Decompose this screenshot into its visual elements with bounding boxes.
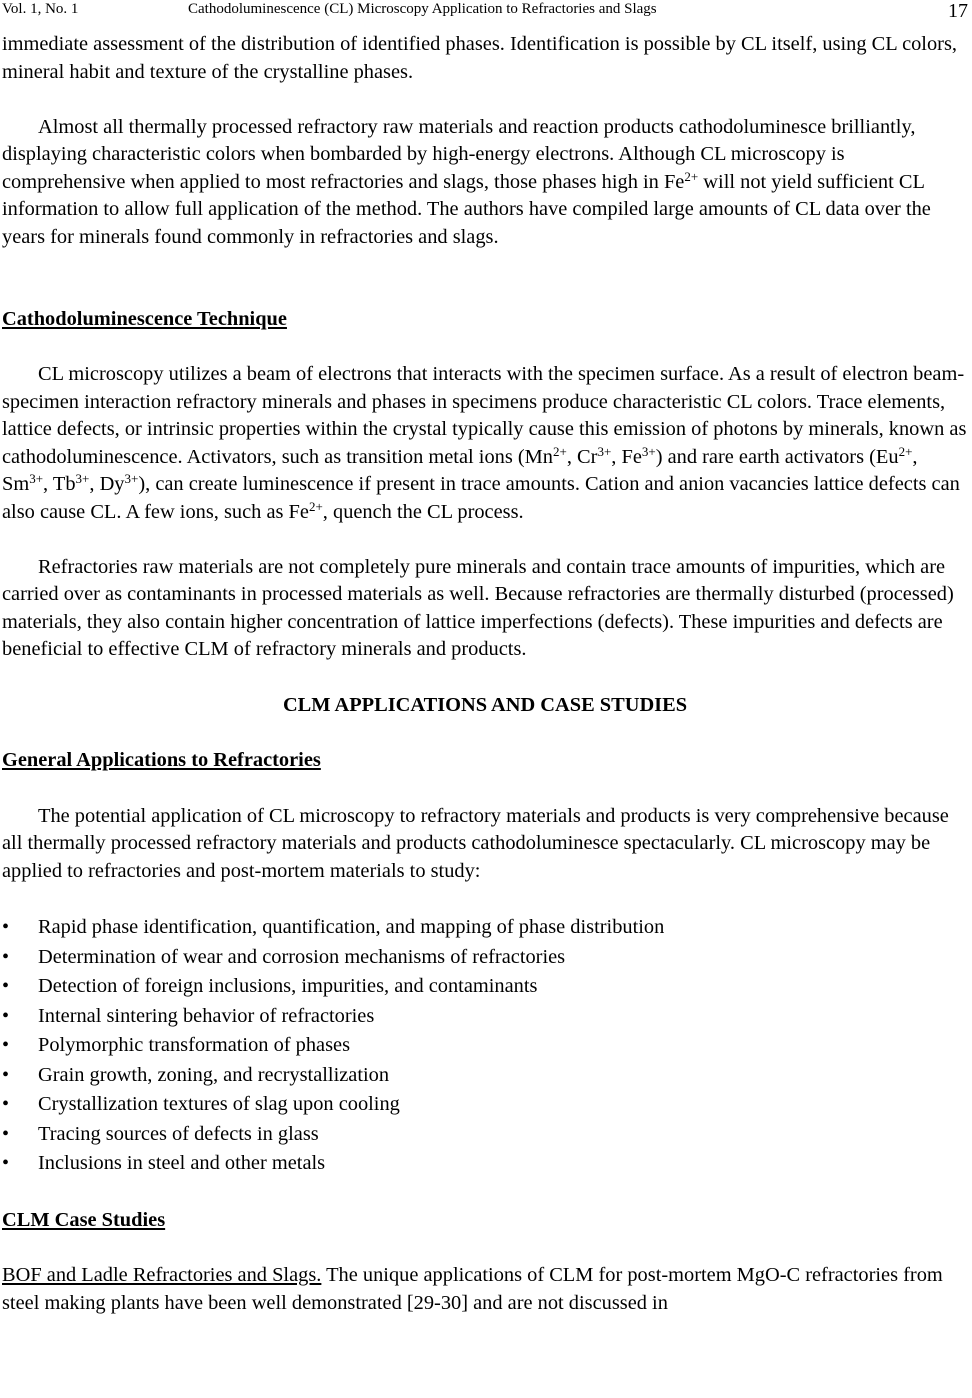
list-item: • Internal sintering behavior of refractories [2, 1002, 968, 1032]
list-item: • Detection of foreign inclusions, impurities, and contaminants [2, 972, 968, 1002]
list-item: • Crystallization textures of slag upon cooling [2, 1090, 968, 1120]
list-item: • Tracing sources of defects in glass [2, 1120, 968, 1150]
list-item: • Rapid phase identification, quantification, and mapping of phase distribution [2, 913, 968, 943]
page-number: 17 [948, 0, 968, 22]
list-item: • Inclusions in steel and other metals [2, 1149, 968, 1179]
applications-paragraph: The potential application of CL microscopy to refractory materials and products is very comprehensive because all thermally processed refractory materials and products cathodoluminesce spectacularly. CL microscopy may be applied to refractories and post-mortem materials to study: [2, 804, 949, 882]
intro-paragraph-2: Almost all thermally processed refractory raw materials and reaction products cathodoluminesce brilliantly, displaying characteristic colors when bombarded by high-energy electrons. Although CL microscopy is comprehensive when applied to most refractories and slags, those phases high in $Fe^{2+}$ will not yield sufficient CL information to allow full application of the method. The authors have compiled large amounts of CL data over the years for minerals found commonly in refractories and slags. [2, 115, 931, 248]
intro-paragraph-continued: immediate assessment of the distribution of identified phases. Identification is possible by CL itself, using CL colors, mineral habit and texture of the crystalline phases. [2, 33, 957, 83]
running-title: Cathodoluminescence (CL) Microscopy Application to Refractories and Slags [188, 1, 657, 17]
case-study-paragraph: BOF and Ladle Refractories and Slags. The unique applications of CLM for post-mortem MgO-C refractories from steel making plants have been well demonstrated [29-30] and are not discussed in [2, 1264, 943, 1314]
list-item: • Determination of wear and corrosion mechanisms of refractories [2, 943, 968, 973]
technique-paragraph-1: CL microscopy utilizes a beam of electrons that interacts with the specimen surface. As a result of electron beam-specimen interaction refractory minerals and phases in specimens produce characteristic CL colors. Trace elements, lattice defects, or intrinsic properties within the crystal typically cause this emission of photons by minerals, known as cathodoluminescence. Activators, such as transition metal ions ($Mn^{2+}$, $Cr^{3+}$, $Fe^{3+}$) and rare earth activators ($Eu^{2+}$, $Sm^{3+}$, $Tb^{3+}$, $Dy^{3+}$), can create luminescence if present in trace amounts. Cation and anion vacancies lattice defects can also cause CL. A few ions, such as $Fe^{2+}$, quench the CL process. [2, 363, 967, 523]
journal-volume: Vol. 1, No. 1 [2, 1, 79, 17]
technique-paragraph-2: Refractories raw materials are not completely pure minerals and contain trace amounts of impurities, which are carried over as contaminants in processed materials as well. Because refractories are thermally disturbed (processed) materials, they also contain higher concentration of lattice imperfections (defects). These impurities and defects are beneficial to effective CLM of refractory minerals and products. [2, 555, 954, 660]
subsection-heading-general: General Applications to Refractories [2, 749, 321, 771]
section-heading-case-studies: CLM Case Studies [2, 1208, 166, 1231]
list-item: • Grain growth, zoning, and recrystallization [2, 1061, 968, 1091]
applications-list [2, 913, 968, 1179]
page-body [2, 31, 968, 1317]
running-header [0, 0, 972, 26]
section-heading-applications: CLM APPLICATIONS AND CASE STUDIES [282, 693, 688, 716]
section-heading-technique: Cathodoluminescence Technique [2, 308, 287, 330]
case-study-subheading: BOF and Ladle Refractories and Slags. [2, 1264, 322, 1286]
list-item: • Polymorphic transformation of phases [2, 1031, 968, 1061]
